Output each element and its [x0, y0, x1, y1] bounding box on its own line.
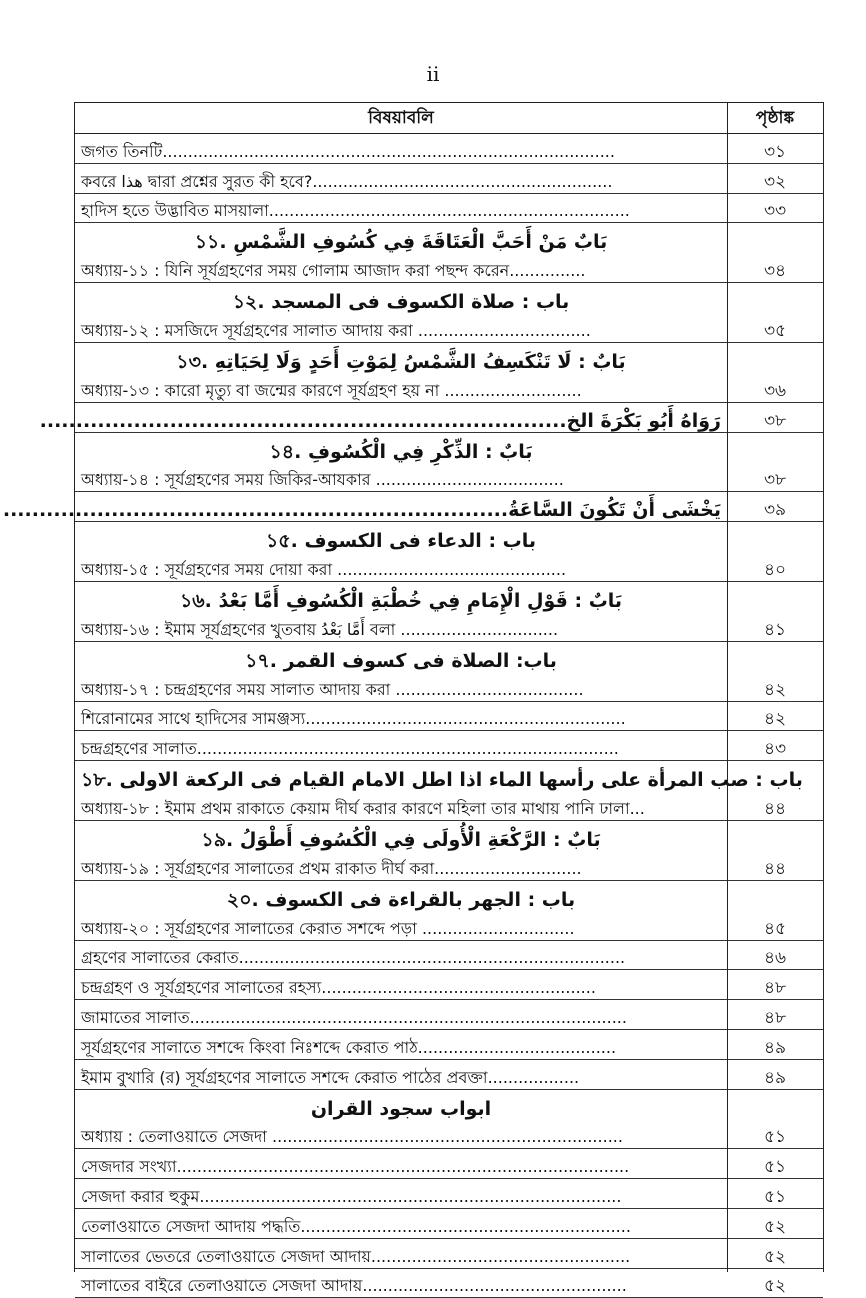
toc-entry-text: গ্রহণের সালাতের কেরাত............................................................................ — [81, 948, 626, 968]
chapter-heading — [75, 433, 823, 463]
toc-entry-page: ৫২ — [763, 1216, 787, 1237]
toc-entry-text: অধ্যায়-১৮ : ইমাম প্রথম রাকাতে কেয়াম দীর্ঘ করার কারণে মহিলা তার মাথায় পানি ঢালা... — [81, 798, 645, 818]
toc-entry — [75, 373, 823, 403]
toc-entry-text: জামাতের সালাত...................................................................................... — [81, 1007, 627, 1027]
chapter-heading-text: ১৬. بَابٌ : قَوْلِ الْإِمَامِ فِي خُطْبَةِ الْكُسُوفِ أَمَّا بَعْدُ — [179, 589, 623, 612]
chapter-heading — [75, 1090, 823, 1120]
header-subject: বিষয়াবলি — [368, 108, 434, 128]
toc-entry-page: ৫১ — [763, 1186, 787, 1207]
chapter-heading — [75, 283, 823, 313]
toc-entry — [75, 1209, 823, 1239]
toc-entry-page: ৩৫ — [763, 320, 787, 341]
toc-entry-text: অধ্যায়-১৯ : সূর্যগ্রহণের সালাতের প্রথম রাকাত দীর্ঘ করা............................. — [81, 858, 582, 878]
toc-entry-text: সালাতের বাইরে তেলাওয়াতে সেজদা আদায়.................................................... — [81, 1276, 627, 1296]
toc-entry — [75, 1120, 823, 1150]
toc-entry-text: يَخْشَى أَنْ تَكُونَ السَّاعَةُ...................................................................... — [2, 499, 721, 522]
table-header — [75, 103, 823, 134]
toc-entry-text: অধ্যায়-১৬ : ইমাম সূর্যগ্রহণের খুতবায় أَمَّا بَعْدُ বলা ............................... — [81, 619, 559, 639]
toc-entry-page: ৪৪ — [763, 798, 787, 819]
chapter-heading-text: ১৫. باب : الدعاء فى الكسوف — [265, 530, 537, 553]
toc-entry — [75, 552, 823, 582]
toc-entry-text: ইমাম বুখারি (র) সূর্যগ্রহণের সালাতে সশব্দে কেরাত পাঠের প্রবক্তা.................. — [81, 1067, 580, 1087]
toc-entry-page: ৪৯ — [763, 1067, 787, 1088]
toc-entry-page: ৪৪ — [763, 858, 787, 879]
toc-entry — [75, 1179, 823, 1209]
toc-entry-text: সেজদার সংখ্যা......................................................................................... — [81, 1157, 630, 1177]
toc-entry — [75, 911, 823, 941]
toc-entry-text: সেজদা করার হুকুম................................................................................... — [81, 1186, 622, 1206]
toc-entry-page: ৩৪ — [763, 261, 787, 282]
toc-entry — [75, 1000, 823, 1030]
toc-entry-page: ৪২ — [763, 709, 787, 730]
toc-entry-page: ৪০ — [763, 559, 787, 580]
toc-entry — [75, 851, 823, 881]
toc-entry-page: ৪২ — [763, 679, 787, 700]
toc-entry-text: অধ্যায়-১৭ : চন্দ্রগ্রহণের সময় সালাত আদায় করা ..................................... — [81, 679, 584, 699]
toc-entry — [75, 731, 823, 761]
toc-entry-text: অধ্যায়-১৪ : সূর্যগ্রহণের সময় জিকির-আযকার ..................................... — [81, 470, 564, 490]
toc-entry-text: তেলাওয়াতে সেজদা আদায় পদ্ধতি................................................................. — [81, 1216, 631, 1236]
toc-entry-text: অধ্যায়-১১ : যিনি সূর্যগ্রহণের সময় গোলাম আজাদ করা পছন্দ করেন............... — [81, 261, 586, 281]
toc-entry-text: সালাতের ভেতরে তেলাওয়াতে সেজদা আদায়................................................... — [81, 1246, 631, 1266]
toc-entry-text: চন্দ্রগ্রহণের সালাত................................................................................... — [81, 739, 619, 759]
toc-entry — [75, 1030, 823, 1060]
toc-entry — [75, 791, 823, 821]
chapter-heading — [75, 582, 823, 612]
chapter-heading — [75, 642, 823, 672]
toc-entry — [75, 1149, 823, 1179]
toc-entry — [75, 134, 823, 164]
chapter-heading-text: ১৭. باب: الصلاة فى كسوف القمر — [245, 649, 557, 672]
toc-entry-text: অধ্যায়-১৩ : কারো মৃত্যু বা জন্মের কারণে সূর্যগ্রহণ হয় না ........................... — [81, 380, 582, 400]
toc-entry-page: ৫১ — [763, 1157, 787, 1178]
toc-entry-page: ৪৩ — [763, 739, 787, 760]
chapter-heading — [75, 223, 823, 253]
page-number: ii — [426, 62, 440, 86]
toc-entry-page: ৩৯ — [763, 500, 787, 521]
toc-entry-text: জগত তিনটি......................................................................................... — [81, 141, 615, 161]
header-page: পৃষ্ঠাঙ্ক — [755, 108, 795, 128]
chapter-heading-text: ১৯. بَابٌ : الرَّكْعَةِ الْأُولَى فِي الْكُسُوفِ أَطْوَلُ — [201, 828, 601, 851]
toc-entry — [75, 194, 823, 224]
toc-entry-text: কবরে هذا দ্বারা প্রশ্নের সুরত কী হবে?........................................................... — [81, 171, 613, 191]
toc-entry — [75, 941, 823, 971]
toc-entry-text: শিরোনামের সাথে হাদিসের সামঞ্জস্য............................................................... — [81, 709, 626, 729]
toc-rows — [2, 134, 823, 1298]
toc-entry-page: ৩৩ — [763, 201, 787, 222]
toc-entry — [75, 612, 823, 642]
chapter-heading — [75, 343, 823, 373]
toc-entry — [75, 253, 823, 283]
chapter-heading-text: ১৩. بَابٌ : لَا تَنْكَسِفُ الشَّمْسُ لِمَوْتِ أَحَدٍ وَلَا لِحَيَاتِهِ — [176, 350, 626, 373]
toc-entry-page: ৪৮ — [763, 1007, 787, 1028]
toc-entry-page: ৪৫ — [763, 918, 787, 939]
toc-entry-page: ৪৬ — [763, 948, 787, 969]
toc-entry — [75, 1239, 823, 1269]
toc-entry — [75, 970, 823, 1000]
toc-entry-page: ৪১ — [763, 619, 787, 640]
toc-entry — [39, 403, 823, 433]
column-divider — [727, 103, 728, 1272]
toc-entry-page: ৪৮ — [763, 978, 787, 999]
toc-entry-text: অধ্যায়-১২ : মসজিদে সূর্যগ্রহণের সালাত আদায় করা .................................. — [81, 320, 591, 340]
toc-entry-text: رَوَاهُ أَبُو بَكْرَةَ الخ......................................................................... — [39, 409, 721, 432]
chapter-heading — [75, 821, 823, 851]
toc-entry-page: ৩২ — [763, 171, 787, 192]
toc-table — [2, 102, 824, 1297]
chapter-heading — [75, 522, 823, 552]
toc-entry-page: ৪৯ — [763, 1037, 787, 1058]
chapter-heading-text: ১৪. بَابٌ : الذِّكْرِ فِي الْكُسُوفِ — [269, 440, 533, 463]
toc-entry — [75, 1269, 823, 1298]
toc-entry-text: অধ্যায় : তেলাওয়াতে সেজদা ..................................................................... — [81, 1127, 623, 1147]
toc-entry-text: হাদিস হতে উদ্ভাবিত মাসয়ালা....................................................................... — [81, 201, 630, 221]
chapter-heading-text: ابواب سجود القران — [310, 1097, 492, 1120]
toc-entry — [75, 672, 823, 702]
toc-entry-page: ৫২ — [763, 1246, 787, 1267]
toc-entry-text: অধ্যায়-২০ : সূর্যগ্রহণের সালাতের কেরাত সশব্দে পড়া .............................. — [81, 918, 575, 938]
toc-entry-text: সূর্যগ্রহণের সালাতে সশব্দে কিংবা নিঃশব্দে কেরাত পাঠ....................................... — [81, 1037, 617, 1057]
toc-entry-text: অধ্যায়-১৫ : সূর্যগ্রহণের সময় দোয়া করা ............................................. — [81, 559, 567, 579]
toc-entry — [75, 463, 823, 493]
chapter-heading-text: ১২. باب : صلاة الكسوف فى المسجد — [232, 291, 570, 314]
toc-entry — [75, 1060, 823, 1090]
chapter-heading-text: ১১. بَابٌ مَنْ أَحَبَّ الْعَتَاقَةَ فِي كُسُوفِ الشَّمْسِ — [194, 231, 608, 254]
toc-entry-text: চন্দ্রগ্রহণ ও সূর্যগ্রহণের সালাতের রহস্য...................................................... — [81, 978, 596, 998]
chapter-heading — [75, 761, 823, 791]
toc-entry-page: ৩১ — [763, 141, 787, 162]
chapter-heading-text: ২০. باب : الجهر بالقراءة فى الكسوف — [226, 888, 576, 911]
toc-entry-page: ৩৬ — [763, 380, 787, 401]
toc-entry — [2, 492, 823, 522]
toc-entry — [75, 702, 823, 732]
chapter-heading — [75, 881, 823, 911]
toc-entry-page: ৫২ — [763, 1276, 787, 1297]
toc-entry — [75, 164, 823, 194]
chapter-heading-text: ১৮. باب : صب المرأة على رأسها الماء اذا اطل الامام القيام فى الركعة الاولى — [81, 769, 803, 792]
toc-entry-page: ৫১ — [763, 1127, 787, 1148]
toc-entry-page: ৩৮ — [763, 470, 787, 491]
toc-entry — [75, 313, 823, 343]
toc-entry-page: ৩৮ — [763, 410, 787, 431]
